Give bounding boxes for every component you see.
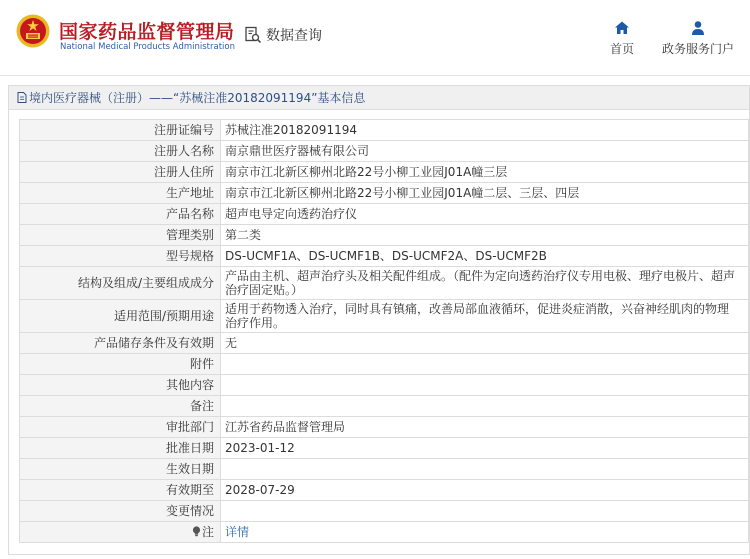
field-value: [221, 375, 749, 396]
field-label: 批准日期: [20, 438, 221, 459]
field-label: 结构及组成/主要组成成分: [20, 267, 221, 300]
field-value: [221, 354, 749, 375]
field-value: DS-UCMF1A、DS-UCMF1B、DS-UCMF2A、DS-UCMF2B: [221, 246, 749, 267]
site-header: [0, 0, 750, 76]
field-value: [221, 396, 749, 417]
field-value: 第二类: [221, 225, 749, 246]
table-row: [20, 522, 749, 543]
field-label: 审批部门: [20, 417, 221, 438]
table-row: [20, 183, 749, 204]
field-value: 南京鼎世医疗器械有限公司: [221, 141, 749, 162]
field-label: 产品储存条件及有效期: [20, 333, 221, 354]
field-value: 苏械注准20182091194: [221, 120, 749, 141]
field-value: 江苏省药品监督管理局: [221, 417, 749, 438]
data-query-link[interactable]: [244, 25, 322, 45]
field-label: 其他内容: [20, 375, 221, 396]
table-row: [20, 396, 749, 417]
table-row: [20, 459, 749, 480]
table-row: [20, 225, 749, 246]
field-value: [221, 459, 749, 480]
table-row: [20, 246, 749, 267]
table-row: [20, 141, 749, 162]
site-logo-title: 国家药品监督管理局: [59, 21, 235, 43]
field-label: 注册证编号: [20, 120, 221, 141]
table-row: [20, 480, 749, 501]
details-link[interactable]: 详情: [225, 525, 250, 539]
field-label: [20, 522, 221, 543]
note-label: 注: [201, 525, 214, 539]
table-row: [20, 267, 749, 300]
nav-gov-label: 政务服务门户: [661, 42, 734, 56]
field-label: 备注: [20, 396, 221, 417]
device-info-table: [19, 119, 749, 543]
field-label: 附件: [20, 354, 221, 375]
document-icon: [17, 92, 27, 103]
nav-gov-service-portal[interactable]: [660, 20, 736, 57]
national-emblem-icon: [16, 14, 50, 48]
field-value: 无: [221, 333, 749, 354]
field-label: 生产地址: [20, 183, 221, 204]
search-document-icon: [244, 26, 262, 44]
field-value: 2028-07-29: [221, 480, 749, 501]
field-label: 型号规格: [20, 246, 221, 267]
table-row: [20, 204, 749, 225]
user-icon: [690, 20, 706, 36]
field-label: 有效期至: [20, 480, 221, 501]
field-value: 南京市江北新区柳州北路22号小柳工业园J01A幢二层、三层、四层: [221, 183, 749, 204]
nav-home-label: 首页: [609, 42, 634, 56]
table-row: [20, 375, 749, 396]
field-label: 注册人住所: [20, 162, 221, 183]
table-row: [20, 120, 749, 141]
table-row: [20, 438, 749, 459]
field-value: 产品由主机、超声治疗头及相关配件组成。（配件为定向透药治疗仪专用电极、理疗电极片、超声治疗固定贴。）: [221, 267, 749, 300]
field-value: 2023-01-12: [221, 438, 749, 459]
table-row: [20, 354, 749, 375]
table-row: [20, 162, 749, 183]
field-label: 注册人名称: [20, 141, 221, 162]
home-icon: [614, 20, 630, 36]
field-value: [221, 501, 749, 522]
table-row: [20, 300, 749, 333]
field-label: 适用范围/预期用途: [20, 300, 221, 333]
field-value: 南京市江北新区柳州北路22号小柳工业园J01A幢三层: [221, 162, 749, 183]
site-logo-subtitle: National Medical Products Administration: [60, 42, 235, 52]
field-label: 产品名称: [20, 204, 221, 225]
nav-home[interactable]: [606, 20, 638, 57]
field-label: 管理类别: [20, 225, 221, 246]
lightbulb-icon: [192, 526, 201, 537]
field-value: [221, 522, 749, 543]
table-row: [20, 417, 749, 438]
field-value: 超声电导定向透药治疗仪: [221, 204, 749, 225]
field-value: 适用于药物透入治疗，同时具有镇痛，改善局部血液循环，促进炎症消散，兴奋神经肌肉的物理治疗作用。: [221, 300, 749, 333]
field-label: 变更情况: [20, 501, 221, 522]
panel-header: [9, 86, 749, 110]
field-label: 生效日期: [20, 459, 221, 480]
detail-panel: [8, 85, 750, 555]
table-row: [20, 333, 749, 354]
panel-title: 境内医疗器械（注册）——“苏械注准20182091194”基本信息: [29, 91, 366, 105]
table-row: [20, 501, 749, 522]
data-query-label: 数据查询: [266, 28, 322, 44]
